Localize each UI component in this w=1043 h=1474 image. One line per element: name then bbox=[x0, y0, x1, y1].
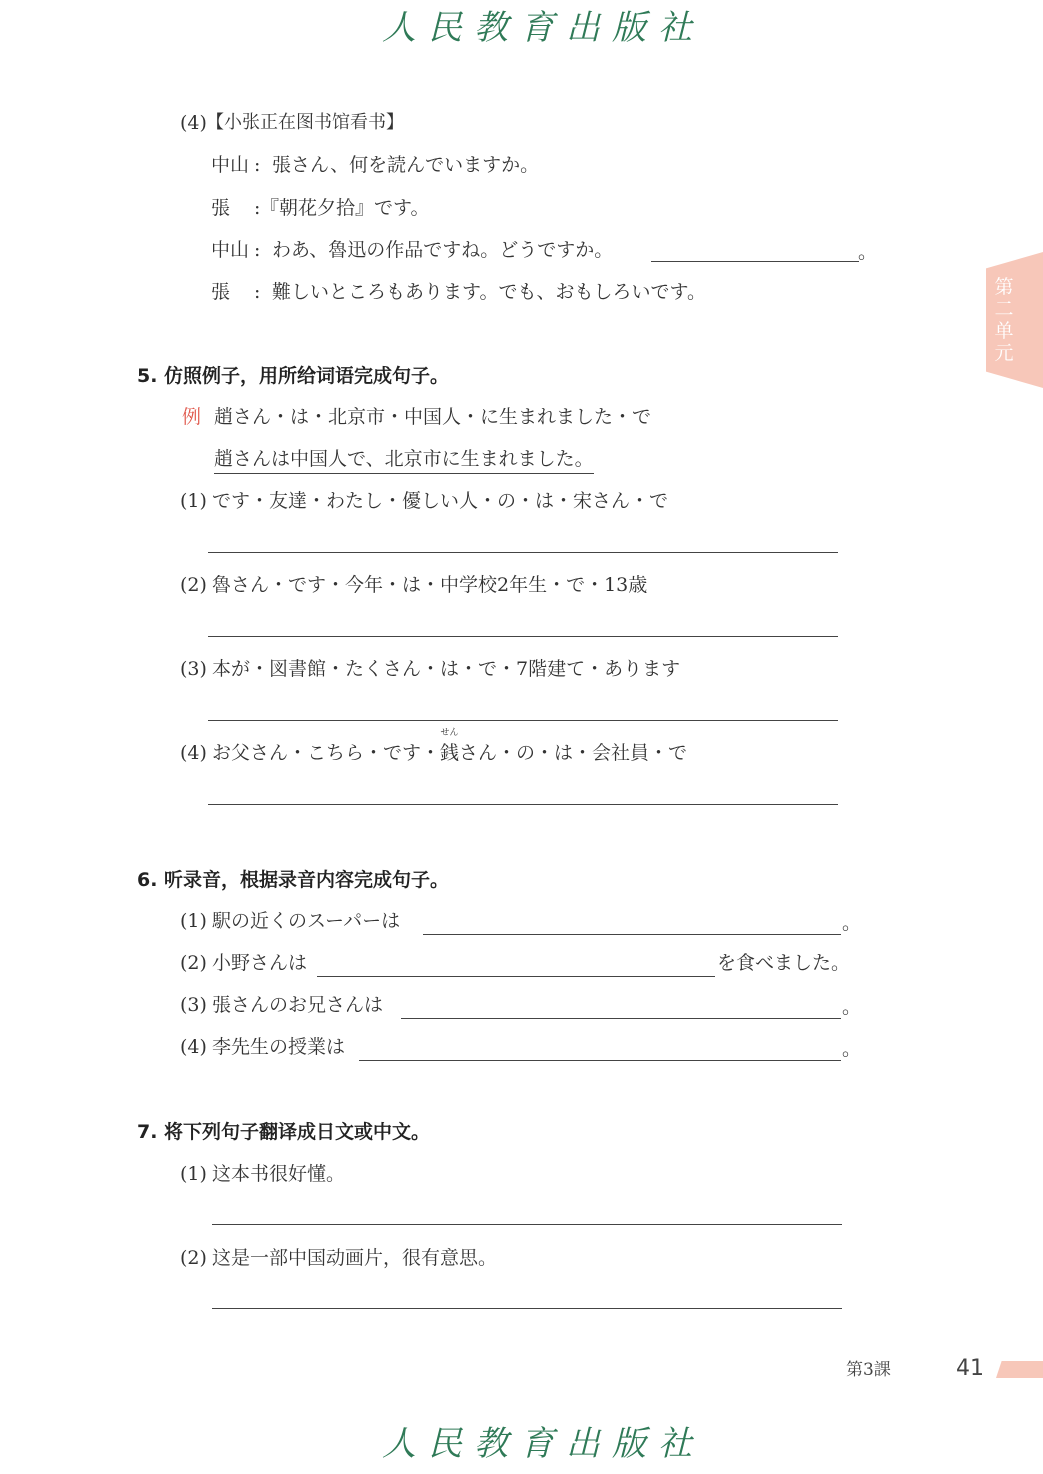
answer-blank[interactable] bbox=[208, 804, 838, 805]
item-number: (2) bbox=[180, 1247, 207, 1269]
dialog-speaker: 張 bbox=[211, 281, 231, 303]
section-7-title: 7. 将下列句子翻译成日文或中文。 bbox=[137, 1121, 431, 1143]
blank-end-mark: 。 bbox=[858, 241, 878, 263]
dialog-speaker: 張 bbox=[211, 197, 231, 219]
example-answer: 趙さんは中国人で、北京市に生まれました。 bbox=[214, 447, 594, 474]
item-words-part: さん・の・は・会社員・で bbox=[459, 742, 688, 764]
dialog-line: 張さん、何を読んでいますか。 bbox=[272, 154, 540, 176]
dialog-line: わあ、魯迅の作品ですね。どうですか。 bbox=[272, 239, 614, 261]
item-number: (3) bbox=[180, 994, 207, 1016]
answer-blank[interactable] bbox=[359, 1060, 841, 1061]
answer-blank[interactable] bbox=[317, 976, 715, 977]
answer-blank[interactable] bbox=[208, 636, 838, 637]
dialog-line: 『朝花夕拾』です。 bbox=[260, 197, 430, 219]
answer-blank[interactable] bbox=[208, 720, 838, 721]
item-words-part: お父さん・こちら・です・ bbox=[212, 742, 441, 764]
blank-end-mark: 。 bbox=[842, 912, 862, 934]
publisher-logo-top: 人民教育出版社 bbox=[382, 8, 704, 48]
item-words: です・友達・わたし・優しい人・の・は・宋さん・で bbox=[212, 490, 669, 512]
item-number: (4) bbox=[180, 1036, 207, 1058]
ruby-reading: せん bbox=[440, 728, 459, 738]
item-number: (2) bbox=[180, 952, 207, 974]
item-number: (3) bbox=[180, 658, 207, 680]
item-number: (4) bbox=[180, 742, 207, 764]
item-text: 小野さんは bbox=[212, 952, 308, 974]
item-number: (1) bbox=[180, 910, 207, 932]
dialog-speaker: 中山 bbox=[211, 239, 250, 261]
answer-blank[interactable] bbox=[401, 1018, 841, 1019]
page-accent-bar bbox=[996, 1361, 1043, 1378]
example-label: 例 bbox=[182, 406, 202, 428]
answer-blank[interactable] bbox=[212, 1224, 842, 1225]
item-text: 駅の近くのスーパーは bbox=[212, 910, 401, 932]
item-text: 这本书很好懂。 bbox=[212, 1163, 346, 1185]
example-words: 趙さん・は・北京市・中国人・に生まれました・で bbox=[214, 406, 652, 428]
answer-blank[interactable] bbox=[208, 552, 838, 553]
answer-blank[interactable] bbox=[651, 261, 859, 262]
dialog-colon: : bbox=[254, 239, 261, 261]
item-words bbox=[212, 728, 688, 765]
lesson-label: 第3課 bbox=[846, 1360, 891, 1380]
section-5-title: 5. 仿照例子，用所给词语完成句子。 bbox=[137, 365, 450, 387]
answer-blank[interactable] bbox=[423, 934, 841, 935]
item-number: (1) bbox=[180, 1163, 207, 1185]
dialog-colon: : bbox=[254, 281, 261, 303]
section-6-title: 6. 听录音，根据录音内容完成句子。 bbox=[137, 869, 450, 891]
ruby-base: 銭 bbox=[440, 742, 460, 764]
dialog-colon: : bbox=[254, 197, 261, 219]
item-text: 这是一部中国动画片，很有意思。 bbox=[212, 1247, 498, 1269]
answer-blank[interactable] bbox=[212, 1308, 842, 1309]
blank-end-mark: 。 bbox=[842, 1038, 862, 1060]
unit-side-tab-label: 第二单元 bbox=[994, 276, 1014, 364]
publisher-logo-bottom: 人民教育出版社 bbox=[382, 1424, 704, 1464]
item-number: (2) bbox=[180, 574, 207, 596]
dialog-line: 難しいところもあります。でも、おもしろいです。 bbox=[272, 281, 706, 303]
blank-end-text: を食べました。 bbox=[717, 952, 851, 974]
dialog-number: (4) bbox=[180, 112, 207, 134]
item-number: (1) bbox=[180, 490, 207, 512]
item-text: 張さんのお兄さんは bbox=[212, 994, 384, 1016]
blank-end-mark: 。 bbox=[842, 996, 862, 1018]
item-words: 本が・図書館・たくさん・は・で・7階建て・あります bbox=[212, 658, 681, 680]
dialog-colon: : bbox=[254, 154, 261, 176]
dialog-scene: 【小张正在图书馆看书】 bbox=[206, 112, 404, 133]
item-words: 魯さん・です・今年・は・中学校2年生・で・13歳 bbox=[212, 574, 648, 596]
item-text: 李先生の授業は bbox=[212, 1036, 346, 1058]
page-number: 41 bbox=[956, 1356, 984, 1381]
ruby-word bbox=[440, 728, 460, 765]
dialog-speaker: 中山 bbox=[211, 154, 250, 176]
